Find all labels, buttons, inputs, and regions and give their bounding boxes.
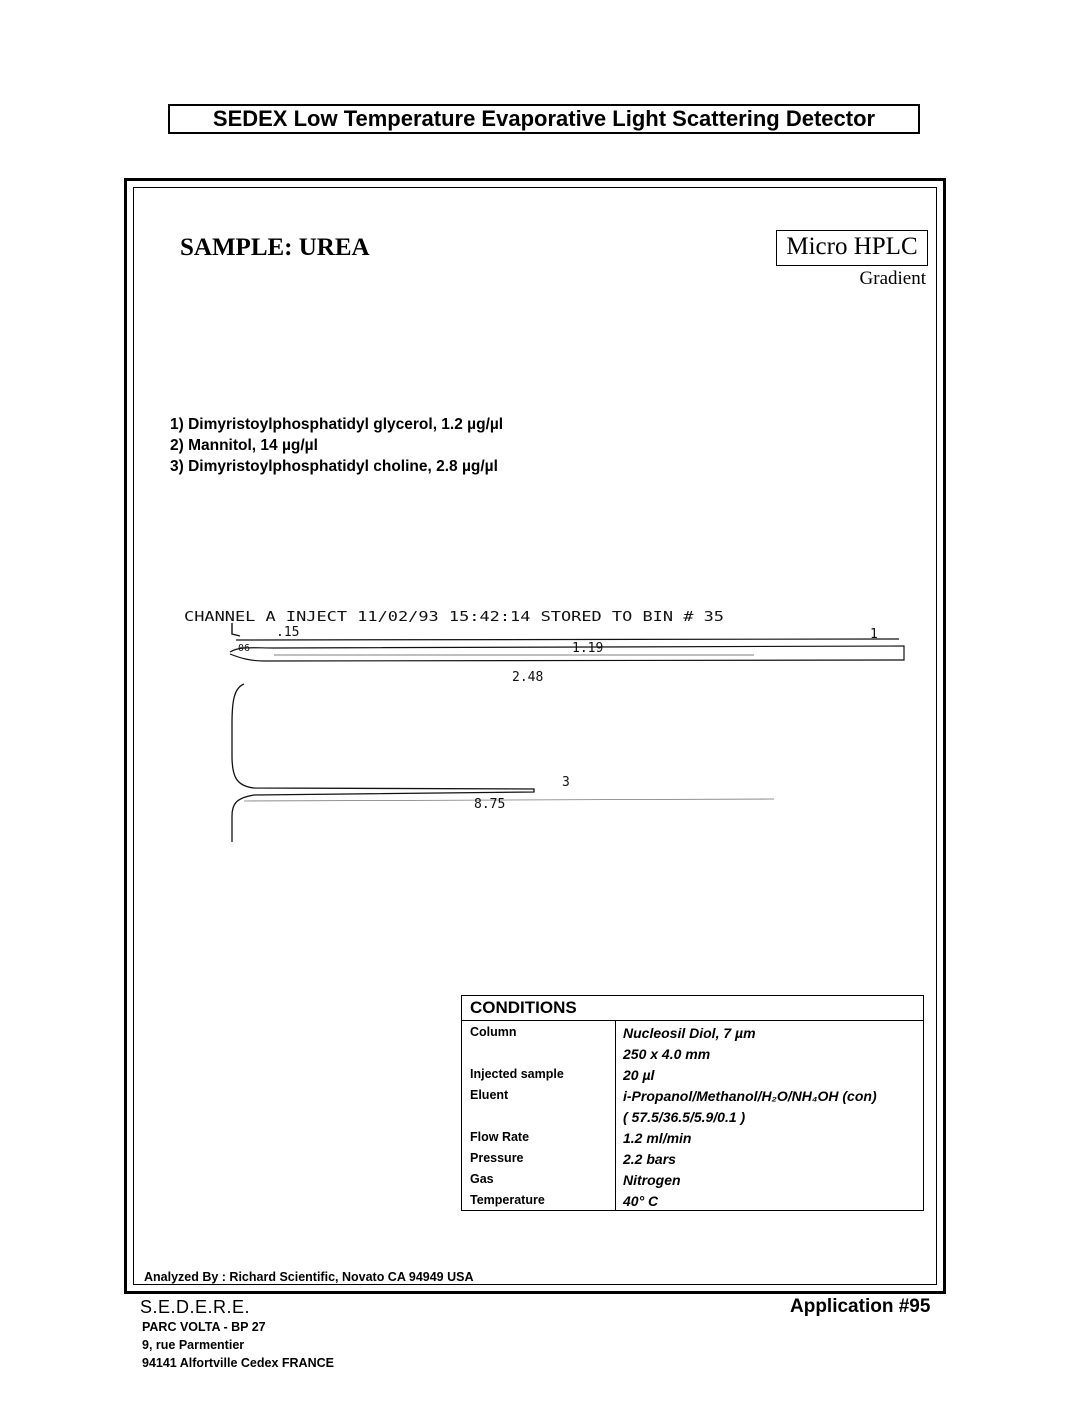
peak-1-trace	[236, 639, 899, 640]
peak-label: 3	[562, 775, 570, 790]
condition-label: Pressure	[470, 1151, 524, 1165]
retention-label: 1.19	[572, 641, 604, 656]
analyzed-by: Analyzed By : Richard Scientific, Novato CA 94949 USA	[144, 1270, 474, 1284]
peak-2-trace	[230, 646, 904, 661]
address-line: 94141 Alfortville Cedex FRANCE	[142, 1356, 334, 1370]
condition-value: 20 µl	[623, 1067, 655, 1083]
compound-list	[170, 414, 503, 477]
chromatogram-header: CHANNEL A INJECT 11/02/93 15:42:14 STORED TO BIN # 35	[184, 609, 724, 625]
condition-label: Column	[470, 1025, 517, 1039]
conditions-table	[461, 995, 924, 1211]
conditions-divider	[615, 1021, 616, 1210]
company-name: S.E.D.E.R.E.	[140, 1297, 251, 1317]
method-box: Micro HPLC	[776, 230, 928, 266]
condition-label: Gas	[470, 1172, 494, 1186]
condition-value: 40° C	[623, 1193, 659, 1209]
conditions-title: CONDITIONS	[462, 996, 923, 1021]
condition-label: Injected sample	[470, 1067, 564, 1081]
compound-item: 1) Dimyristoylphosphatidyl glycerol, 1.2 µg/µl	[170, 416, 504, 433]
condition-value: 1.2 ml/min	[623, 1130, 692, 1146]
retention-label: 8.75	[474, 797, 506, 812]
inner-frame	[133, 187, 937, 1285]
condition-value: i-Propanol/Methanol/H₂O/NH₄OH (con)	[623, 1088, 877, 1104]
condition-label: Flow Rate	[470, 1130, 530, 1144]
address-line: PARC VOLTA - BP 27	[142, 1320, 266, 1334]
sample-title: SAMPLE: UREA	[180, 234, 370, 261]
condition-value: Nitrogen	[623, 1172, 681, 1188]
compound-item: 3) Dimyristoylphosphatidyl choline, 2.8 µg/µl	[170, 458, 498, 475]
address-line: 9, rue Parmentier	[142, 1338, 245, 1352]
condition-label: Eluent	[470, 1088, 509, 1102]
retention-label: 2.48	[512, 670, 544, 685]
application-number: Application #95	[790, 1296, 931, 1317]
condition-label: Temperature	[470, 1193, 545, 1207]
retention-label: .15	[276, 625, 300, 640]
peak-3-trace	[232, 684, 534, 842]
baseline-trace	[244, 799, 774, 801]
document-title: SEDEX Low Temperature Evaporative Light Scattering Detector	[168, 104, 920, 134]
method-subtitle: Gradient	[859, 268, 926, 289]
condition-value: 2.2 bars	[623, 1151, 676, 1167]
condition-value: 250 x 4.0 mm	[623, 1046, 711, 1062]
application-frame	[124, 178, 946, 1294]
retention-label: 06	[238, 643, 251, 654]
condition-value: ( 57.5/36.5/5.9/0.1 )	[623, 1109, 746, 1125]
condition-value: Nucleosil Diol, 7 µm	[623, 1025, 756, 1041]
chromatogram	[174, 606, 914, 876]
compound-item: 2) Mannitol, 14 µg/µl	[170, 437, 318, 454]
peak-label: 1	[870, 627, 878, 642]
